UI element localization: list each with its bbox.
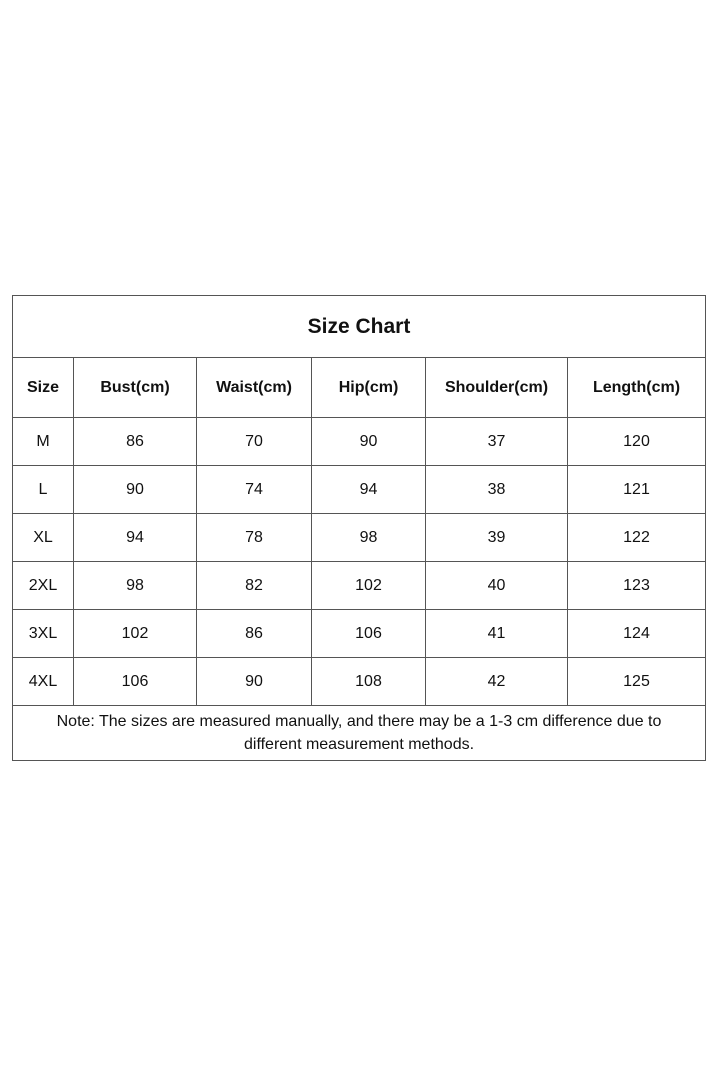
header-bust: Bust(cm) xyxy=(74,358,197,418)
measurement-note: Note: The sizes are measured manually, and there may be a 1-3 cm difference due to different measurement methods. xyxy=(13,706,706,761)
cell-waist: 70 xyxy=(197,418,312,466)
cell-hip: 106 xyxy=(312,610,426,658)
header-shoulder: Shoulder(cm) xyxy=(426,358,568,418)
cell-size: L xyxy=(13,466,74,514)
cell-shoulder: 39 xyxy=(426,514,568,562)
header-length: Length(cm) xyxy=(568,358,706,418)
table-row xyxy=(13,466,706,514)
cell-length: 123 xyxy=(568,562,706,610)
cell-size: 2XL xyxy=(13,562,74,610)
cell-length: 125 xyxy=(568,658,706,706)
table-row xyxy=(13,562,706,610)
cell-shoulder: 37 xyxy=(426,418,568,466)
cell-hip: 98 xyxy=(312,514,426,562)
cell-bust: 102 xyxy=(74,610,197,658)
cell-waist: 78 xyxy=(197,514,312,562)
cell-size: M xyxy=(13,418,74,466)
cell-hip: 108 xyxy=(312,658,426,706)
cell-waist: 74 xyxy=(197,466,312,514)
cell-shoulder: 40 xyxy=(426,562,568,610)
cell-length: 121 xyxy=(568,466,706,514)
table-row xyxy=(13,658,706,706)
header-row xyxy=(13,358,706,418)
header-hip: Hip(cm) xyxy=(312,358,426,418)
header-size: Size xyxy=(13,358,74,418)
cell-size: 3XL xyxy=(13,610,74,658)
cell-shoulder: 42 xyxy=(426,658,568,706)
chart-title: Size Chart xyxy=(13,296,706,358)
cell-length: 124 xyxy=(568,610,706,658)
table-row xyxy=(13,610,706,658)
cell-size: 4XL xyxy=(13,658,74,706)
cell-waist: 82 xyxy=(197,562,312,610)
cell-length: 120 xyxy=(568,418,706,466)
cell-bust: 106 xyxy=(74,658,197,706)
cell-bust: 98 xyxy=(74,562,197,610)
size-table xyxy=(12,295,706,761)
size-chart xyxy=(12,295,705,761)
cell-length: 122 xyxy=(568,514,706,562)
cell-size: XL xyxy=(13,514,74,562)
cell-bust: 90 xyxy=(74,466,197,514)
cell-shoulder: 41 xyxy=(426,610,568,658)
cell-hip: 90 xyxy=(312,418,426,466)
table-row xyxy=(13,418,706,466)
cell-shoulder: 38 xyxy=(426,466,568,514)
table-row xyxy=(13,514,706,562)
header-waist: Waist(cm) xyxy=(197,358,312,418)
cell-hip: 102 xyxy=(312,562,426,610)
cell-waist: 90 xyxy=(197,658,312,706)
cell-bust: 86 xyxy=(74,418,197,466)
cell-bust: 94 xyxy=(74,514,197,562)
cell-hip: 94 xyxy=(312,466,426,514)
cell-waist: 86 xyxy=(197,610,312,658)
